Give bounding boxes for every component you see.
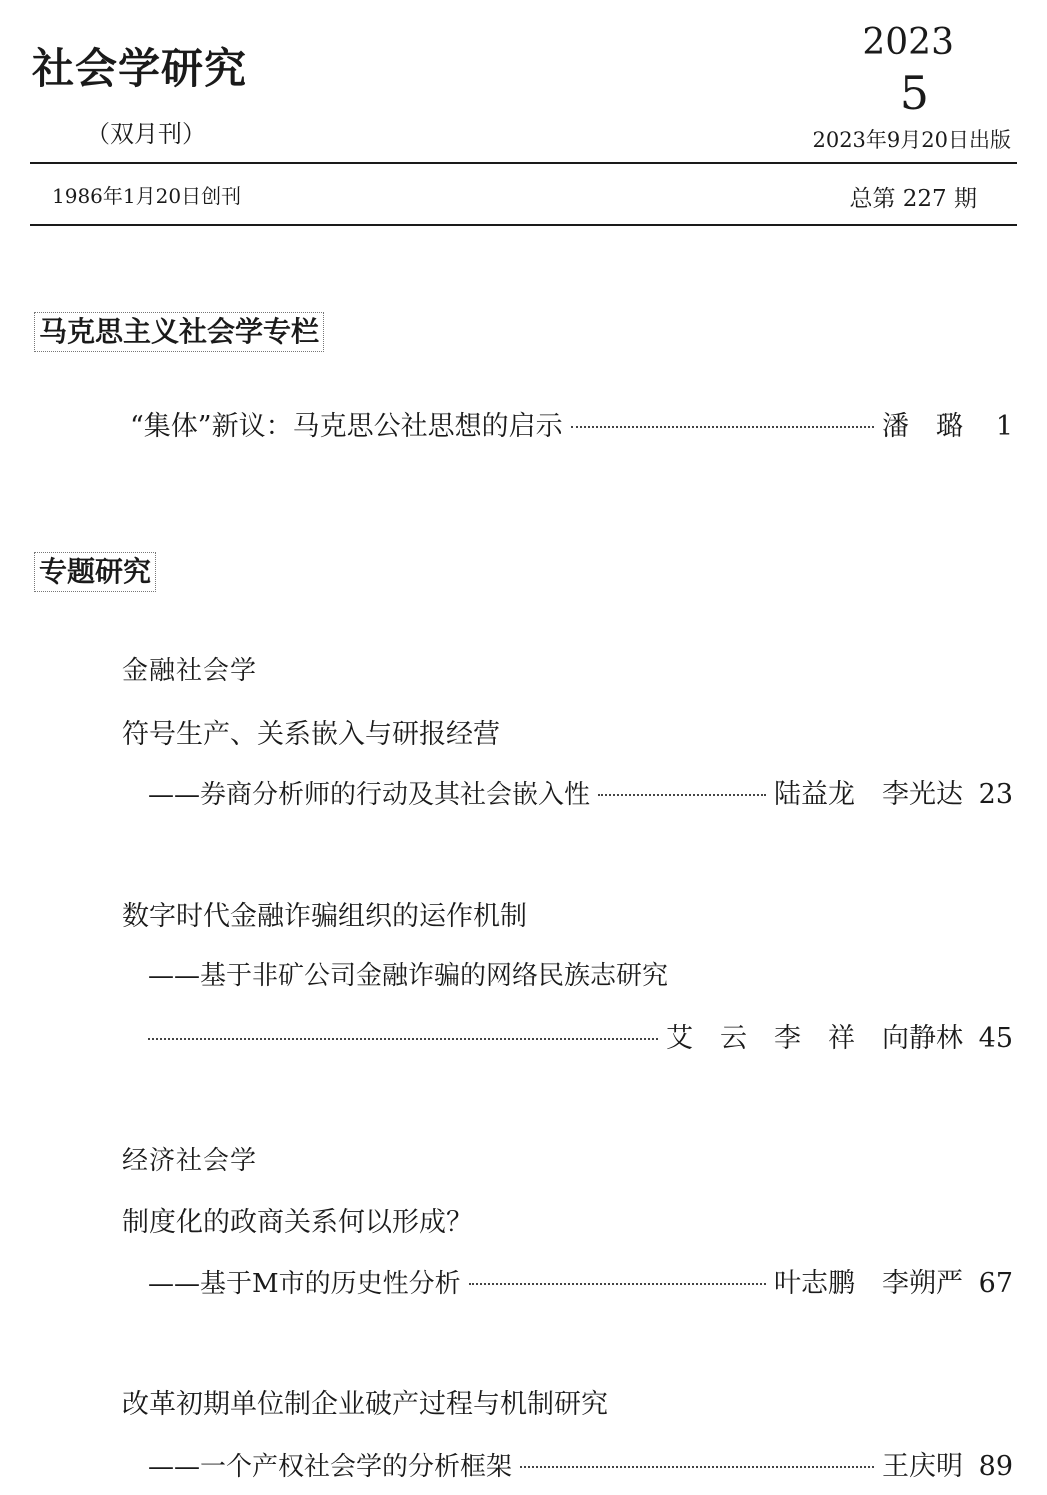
toc-entry[interactable] <box>148 772 1013 811</box>
toc-entry[interactable] <box>148 1016 1013 1055</box>
header-rule-bottom <box>30 224 1017 226</box>
article-subtitle: ——基于M市的历史性分析 <box>148 1269 461 1299</box>
journal-title: 社会学研究 <box>32 44 248 93</box>
toc-entry[interactable] <box>130 404 1013 443</box>
toc-entry[interactable] <box>148 1444 1013 1483</box>
issue-year: 2023 <box>862 22 954 63</box>
article-authors: 潘 璐 <box>882 411 963 442</box>
category-label: 金融社会学 <box>122 656 258 686</box>
issue-number: 5 <box>899 66 929 120</box>
article-title: “集体”新议：马克思公社思想的启示 <box>130 411 563 442</box>
dot-leader <box>148 1038 658 1040</box>
dot-leader <box>520 1466 874 1468</box>
dot-leader <box>598 794 766 796</box>
article-page: 67 <box>978 1268 1013 1299</box>
section-heading-special-research: 专题研究 <box>34 552 156 592</box>
article-subtitle: ——一个产权社会学的分析框架 <box>148 1452 513 1482</box>
article-authors: 陆益龙 李光达 <box>774 779 963 810</box>
article-title[interactable]: 改革初期单位制企业破产过程与机制研究 <box>122 1389 608 1420</box>
article-page: 89 <box>978 1451 1013 1482</box>
founded-date: 1986年1月20日创刊 <box>52 184 242 208</box>
dot-leader <box>571 426 874 428</box>
article-title[interactable]: 符号生产、关系嵌入与研报经营 <box>122 719 500 750</box>
publication-frequency: （双月刊） <box>86 120 206 148</box>
article-page: 1 <box>995 411 1013 442</box>
article-authors: 艾 云 李 祥 向静林 <box>666 1023 963 1054</box>
article-title[interactable]: 数字时代金融诈骗组织的运作机制 <box>122 901 527 932</box>
total-issue-number: 总第 227 期 <box>849 186 977 212</box>
article-authors: 王庆明 <box>882 1451 963 1482</box>
article-page: 45 <box>978 1023 1013 1054</box>
article-title[interactable]: 制度化的政商关系何以形成？ <box>122 1207 473 1238</box>
article-subtitle: ——券商分析师的行动及其社会嵌入性 <box>148 780 591 810</box>
article-subtitle: ——基于非矿公司金融诈骗的网络民族志研究 <box>148 961 669 991</box>
publication-date: 2023年9月20日出版 <box>812 128 1011 152</box>
category-label: 经济社会学 <box>122 1146 258 1176</box>
header-rule-top <box>30 162 1017 164</box>
toc-entry[interactable] <box>148 1261 1013 1300</box>
section-heading-marxist-sociology: 马克思主义社会学专栏 <box>34 312 324 352</box>
article-authors: 叶志鹏 李朔严 <box>774 1268 963 1299</box>
article-page: 23 <box>978 779 1013 810</box>
dot-leader <box>469 1283 766 1285</box>
